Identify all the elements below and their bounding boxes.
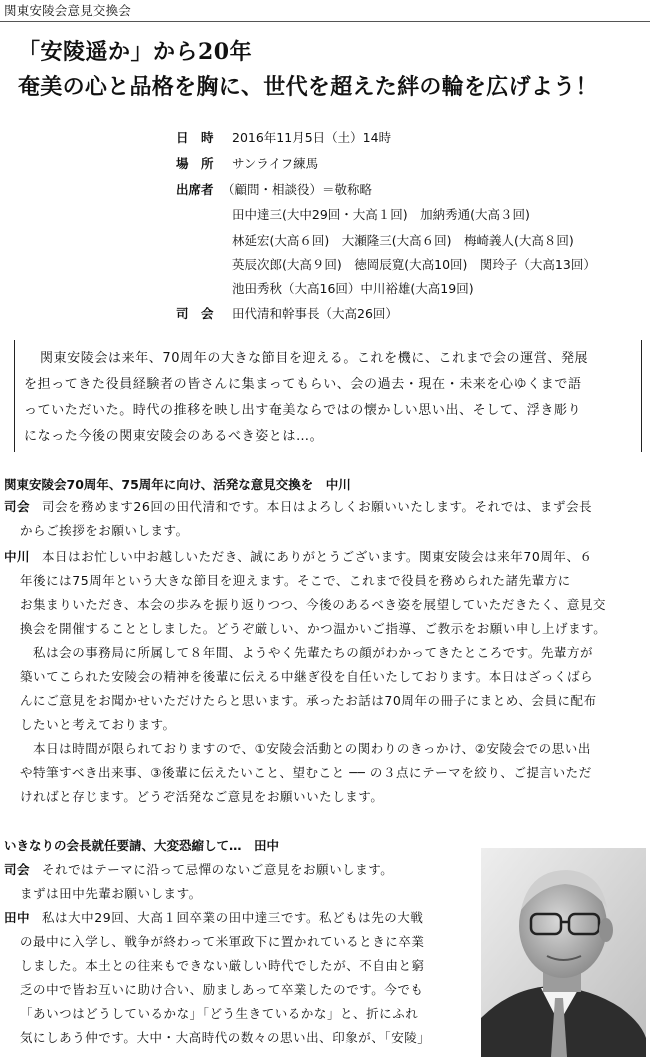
body-line: 「あいつはどうしているかな」「どう生きているかな」と、折にふれ [20,1006,419,1021]
section-heading: いきなりの会長就任要請、大変恐縮して… 田中 [4,838,280,853]
mc-key: 司 会 [176,306,214,321]
intro-line: 関東安陵会は来年、70周年の大きな節目を迎える。これを機に、これまで会の運営、発展 [40,351,589,366]
body-line: の最中に入学し、戦争が終わって米軍政下に置かれているときに卒業 [20,934,425,949]
intro-line: っていただいた。時代の推移を映し出す奄美ならではの懐かしい思い出、そして、浮き彫り [24,403,582,418]
attendee-line: 池田秀秋（大高16回）中川裕雄(大高19回) [232,281,474,296]
body-line: 換会を開催することとしました。どうぞ厳しい、かつ温かいご指導、ご教示をお願い申し上げます。 [20,621,607,636]
attendee-line: 田中達三(大中29回・大高１回) 加納秀通(大高３回) [232,207,530,222]
header-divider [0,21,650,22]
place-value: サンライフ練馬 [232,156,319,171]
attendee-line: 林延宏(大高６回) 大瀬隆三(大高６回) 梅崎義人(大高８回) [232,233,574,248]
body-line: 本日はお忙しい中お越しいただき、誠にありがとうございます。関東安陵会は来年70周年、６ [42,549,593,564]
body-line: 気にしあう仲です。大中・大高時代の数々の思い出、印象が、「安陵」 [20,1030,431,1045]
body-line: まずは田中先輩お願いします。 [20,886,202,901]
intro-line: を担ってきた役員経験者の皆さんに集まってもらい、会の過去・現在・未来を心ゆくまで語 [24,377,582,392]
speaker-label: 司会 [4,862,31,877]
body-line: んにご意見をお聞かせいただけたらと思います。承ったお話は70周年の冊子にまとめ、会員に配布 [20,693,597,708]
speaker-label: 中川 [4,549,31,564]
section-label: 関東安陵会意見交換会 [4,3,132,18]
section-heading: 関東安陵会70周年、75周年に向け、活発な意見交換を 中川 [4,477,351,492]
mc-value: 田代清和幹事長（大高26回） [232,306,398,321]
body-line: したいと考えております。 [20,717,176,732]
body-line: 年後には75周年という大きな節目を迎えます。そこで、これまで役員を務められた諸先輩方に [20,573,571,588]
body-line: 乏の中で皆お互いに助け合い、励ましあって卒業したのです。今でも [20,982,424,997]
body-line: 本日は時間が限られておりますので、①安陵会活動との関わりのきっかけ、②安陵会での思い出 [20,741,591,756]
speaker-label: 司会 [4,499,31,514]
article-subtitle: 奄美の心と品格を胸に、世代を超えた絆の輪を広げよう！ [18,74,598,100]
attendee-line: 英辰次郎(大高９回) 徳岡辰寛(大高10回) 関玲子（大高13回） [232,257,596,272]
body-line: お集まりいただき、本会の歩みを振り返りつつ、今後のあるべき姿を展望していただきたく、意見交 [20,597,607,612]
attendees-key: 出席者 [176,182,214,197]
body-line: それではテーマに沿って忌憚のないご意見をお願いします。 [42,862,394,877]
speaker-label: 田中 [4,910,31,925]
body-line: や特筆すべき出来事、③後輩に伝えたいこと、望むこと ── の３点にテーマを絞り、ご提言いただ [20,765,592,780]
portrait-illustration [481,848,646,1057]
body-line: ければと存じます。どうぞ活発なご意見をお願いいたします。 [20,789,384,804]
place-key: 場 所 [176,156,214,171]
body-line: 築いてこられた安陵会の精神を後輩に伝える中継ぎ役を自任いたしております。本日はざっくばら [20,669,594,684]
body-line: からご挨拶をお願いします。 [20,523,189,538]
date-value: 2016年11月5日（土）14時 [232,130,392,145]
speaker-photo [481,848,646,1057]
body-line: 司会を務めます26回の田代清和です。本日はよろしくお願いいたします。それでは、まず会長 [42,499,593,514]
body-line: 私は会の事務局に所属して８年間、ようやく先輩たちの顔がわかってきたところです。先輩方が [20,645,594,660]
date-key: 日 時 [176,130,214,145]
body-line: しました。本土との往来もできない厳しい時代でしたが、不自由と窮 [20,958,425,973]
body-line: 私は大中29回、大高１回卒業の田中達三です。私どもは先の大戦 [42,910,424,925]
intro-line: になった今後の関東安陵会のあるべき姿とは…。 [24,429,324,444]
attendees-note: （顧問・相談役）＝敬称略 [222,182,373,197]
article-title-line1: 「安陵遥か」から20年 [18,39,253,65]
